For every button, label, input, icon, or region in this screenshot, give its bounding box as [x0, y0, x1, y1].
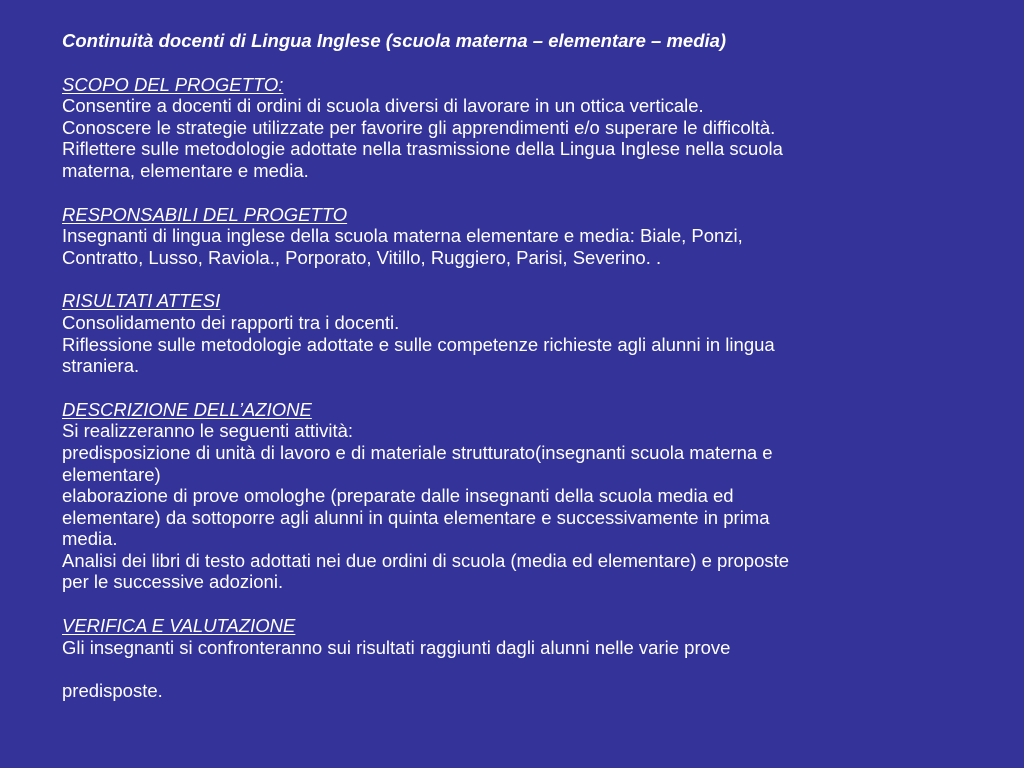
section-line: straniera. — [62, 355, 140, 377]
section-line: Insegnanti di lingua inglese della scuola materna elementare e media: Biale, Ponzi, — [62, 225, 743, 247]
section-heading: DESCRIZIONE DELL’AZIONE — [62, 398, 312, 420]
section-line: Si realizzeranno le seguenti attività: — [62, 420, 354, 442]
section-line: Riflettere sulle metodologie adottate nella trasmissione della Lingua Inglese nella scuola — [62, 138, 783, 160]
section-line: elaborazione di prove omologhe (preparate dalle insegnanti della scuola media ed — [62, 485, 734, 507]
section-heading: RESPONSABILI DEL PROGETTO — [62, 203, 348, 225]
slide-title: Continuità docenti di Lingua Inglese (scuola materna – elementare – media) — [62, 30, 727, 51]
section-line: Analisi dei libri di testo adottati nei due ordini di scuola (media ed elementare) e proposte — [62, 549, 790, 571]
section-line: Riflessione sulle metodologie adottate e sulle competenze richieste agli alunni in lingua — [62, 333, 775, 355]
section-line: Consentire a docenti di ordini di scuola diversi di lavorare in un ottica verticale. — [62, 95, 704, 117]
section-line: elementare) — [62, 463, 161, 485]
blank-line — [62, 658, 962, 680]
section-line: elementare) da sottoporre agli alunni in quinta elementare e successivamente in prima — [62, 506, 770, 528]
section-line: Consolidamento dei rapporti tra i docenti. — [62, 311, 400, 333]
section-responsabili — [62, 204, 962, 269]
section-scopo — [62, 74, 962, 182]
slide-content — [62, 30, 962, 701]
section-line: Conoscere le strategie utilizzate per favorire gli apprendimenti e/o superare le difficoltà. — [62, 116, 776, 138]
section-line: per le successive adozioni. — [62, 571, 284, 593]
section-heading: SCOPO DEL PROGETTO: — [62, 73, 284, 95]
section-line: materna, elementare e media. — [62, 159, 309, 181]
section-verifica — [62, 615, 962, 701]
section-line: media. — [62, 528, 118, 550]
section-descrizione — [62, 399, 962, 593]
section-risultati — [62, 290, 962, 376]
section-heading: VERIFICA E VALUTAZIONE — [62, 615, 296, 637]
section-line: Gli insegnanti si confronteranno sui risultati raggiunti dagli alunni nelle varie prove — [62, 636, 731, 658]
section-line: predisposizione di unità di lavoro e di materiale strutturato(insegnanti scuola materna e — [62, 441, 773, 463]
section-heading: RISULTATI ATTESI — [62, 290, 221, 312]
section-line: predisposte. — [62, 679, 163, 701]
section-line: Contratto, Lusso, Raviola., Porporato, Vitillo, Ruggiero, Parisi, Severino. . — [62, 246, 662, 268]
